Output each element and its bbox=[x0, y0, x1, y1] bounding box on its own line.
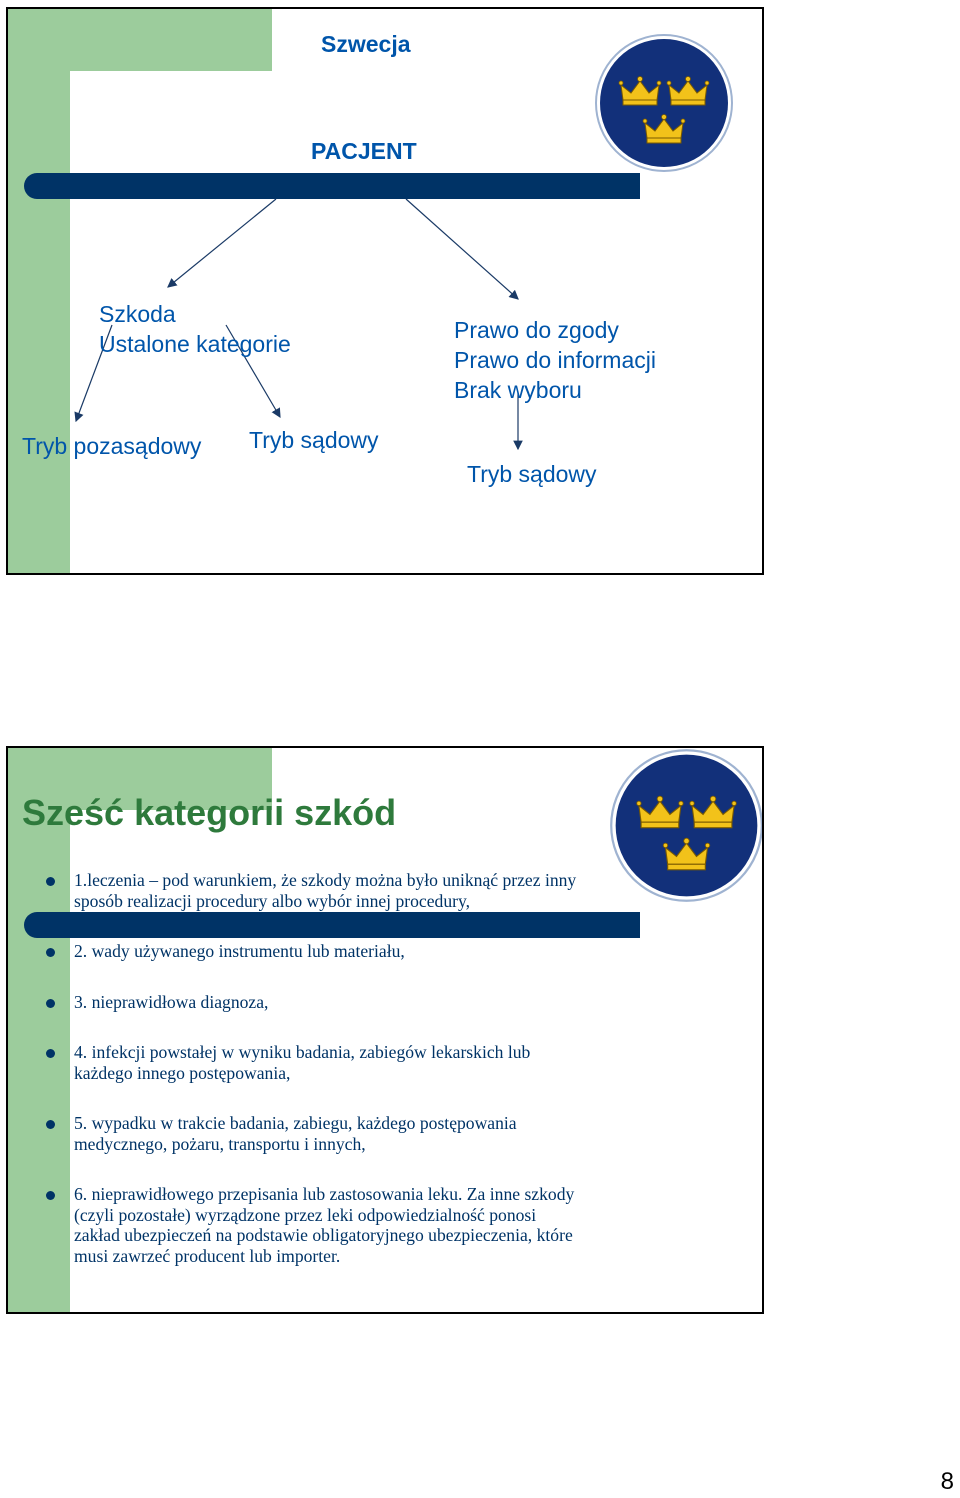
damage-label: Szkoda bbox=[99, 301, 176, 327]
list-item bbox=[48, 1042, 728, 1083]
list-item bbox=[48, 941, 728, 962]
court-mode-left-label: Tryb sądowy bbox=[249, 427, 379, 453]
categories-label: Ustalone kategorie bbox=[99, 331, 291, 357]
list-item-text: 2. wady używanego instrumentu lub materiału, bbox=[74, 941, 405, 961]
list-item-text: 6. nieprawidłowego przepisania lub zastosowania leku. Za inne szkody (czyli pozostałe) wyrządzone przez leki odpowiedzialność ponosi zakład ubezpieczeń na podstawie obligatoryjnego ubezpieczenia, które musi zawrzeć producent lub importer. bbox=[74, 1184, 575, 1266]
patient-label: PACJENT bbox=[311, 138, 417, 164]
list-item bbox=[48, 1184, 728, 1266]
list-item-text: 1.leczenia – pod warunkiem, że szkody można było uniknąć przez inny sposób realizacji procedury albo wybór innej procedury, bbox=[74, 870, 577, 911]
slide-title: Szwecja bbox=[321, 31, 411, 57]
consent-right-label: Prawo do zgody bbox=[454, 317, 619, 343]
diagram-arrows bbox=[8, 9, 764, 575]
list-item-text: 4. infekcji powstałej w wyniku badania, zabiegów lekarskich lub każdego innego postępowania, bbox=[74, 1042, 531, 1083]
page-number: 8 bbox=[940, 1468, 954, 1495]
list-item-text: 3. nieprawidłowa diagnoza, bbox=[74, 991, 269, 1012]
list-item-text: 5. wypadku w trakcie badania, zabiegu, każdego postępowania medycznego, pożaru, transportu i innych, bbox=[74, 1113, 517, 1154]
information-right-label: Prawo do informacji bbox=[454, 347, 656, 373]
no-choice-label: Brak wyboru bbox=[454, 377, 582, 403]
slide-title: Sześć kategorii szkód bbox=[22, 792, 397, 833]
court-mode-right-label: Tryb sądowy bbox=[467, 461, 597, 487]
slide-six-categories bbox=[6, 746, 764, 1314]
out-of-court-mode-label: Tryb pozasądowy bbox=[22, 433, 202, 459]
list-item bbox=[48, 870, 728, 911]
list-item bbox=[48, 992, 728, 1013]
list-item bbox=[48, 1113, 728, 1154]
slide-szwecja bbox=[6, 7, 764, 575]
categories-list bbox=[48, 870, 728, 1266]
